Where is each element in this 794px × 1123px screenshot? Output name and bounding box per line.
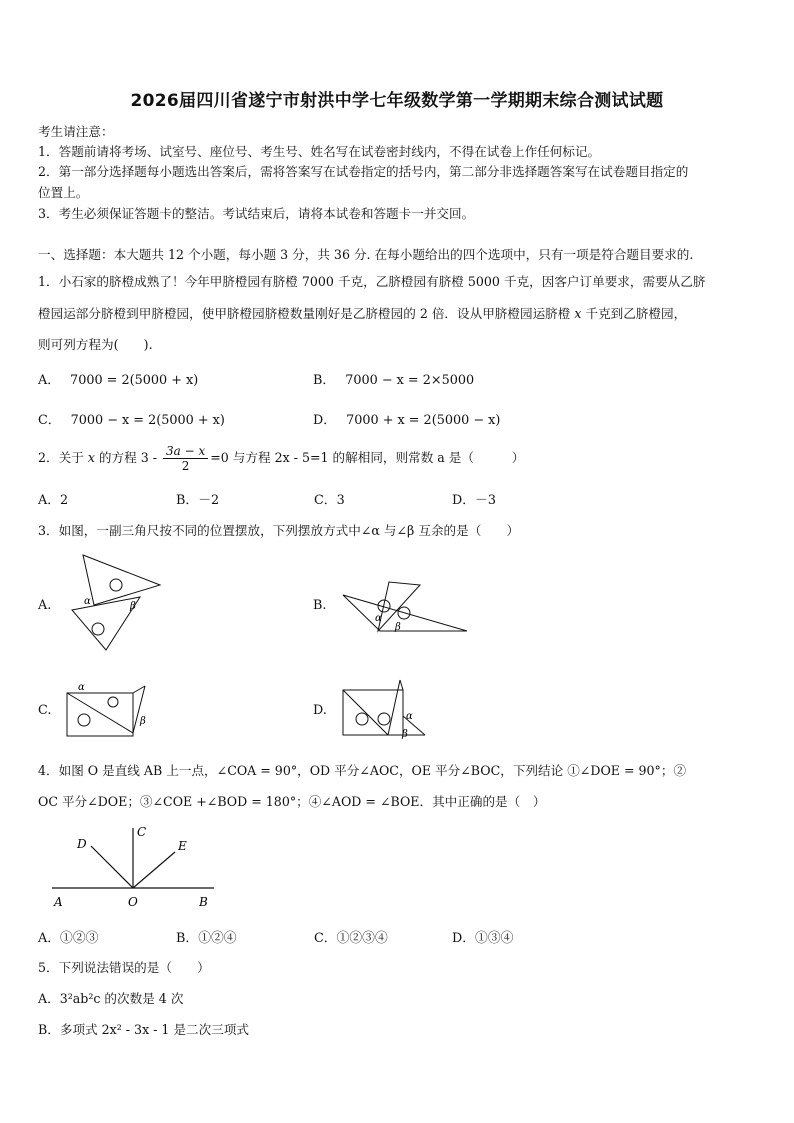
page-title: 2026届四川省遂宁市射洪中学七年级数学第一学期期末综合测试试题 (130, 91, 664, 111)
q5-stem: 5．下列说法错误的是（ ） (38, 960, 210, 975)
q2-option-b[interactable]: B．－2 (176, 493, 220, 508)
notice-item-2: 2．第一部分选择题每小题选出答案后，需将答案写在试卷指定的括号内，第二部分非选择题答案写在试卷题目指定的 (38, 164, 689, 179)
q3c-alpha: α (78, 682, 85, 693)
q3b-beta: β (395, 622, 401, 633)
q3-label-a[interactable]: A. (38, 598, 52, 613)
q4-label-c: C (137, 825, 147, 839)
q4-figure (48, 820, 220, 910)
q3-stem: 3．如图，一副三角尺按不同的位置摆放，下列摆放方式中∠α 与∠β 互余的是（ ） (38, 523, 520, 538)
q4-label-b: B (199, 895, 208, 909)
q5-option-a[interactable]: A．3²ab²c 的次数是 4 次 (38, 991, 184, 1006)
notice-item-3: 3．考生必须保证答题卡的整洁。考试结束后，请将本试卷和答题卡一并交回。 (38, 206, 475, 221)
q3a-beta: β (130, 601, 136, 612)
q4-option-c[interactable]: C．①②③④ (314, 931, 388, 946)
q1-line2a: 橙园运部分脐橙到甲脐橙园，使甲脐橙园脐橙数量刚好是乙脐橙园的 2 倍．设从甲脐橙园运脐橙 (38, 306, 575, 321)
q3d-alpha: α (406, 711, 413, 722)
q4-option-d[interactable]: D．①③④ (452, 931, 514, 946)
q1-option-a[interactable]: A． 7000 = 2(5000 + x) (38, 373, 199, 388)
q1-option-c[interactable]: C． 7000 − x = 2(5000 + x) (38, 413, 225, 428)
q4-line2: OC 平分∠DOE；③∠COE +∠BOD = 180°；④∠AOD = ∠BOE．其中正确的是（ ） (38, 794, 546, 809)
q3-label-d[interactable]: D. (313, 703, 327, 718)
notice-item-2-cont: 位置上。 (38, 185, 89, 200)
q2-option-c[interactable]: C．3 (314, 493, 345, 508)
q2-option-d[interactable]: D．－3 (452, 493, 496, 508)
q3-label-c[interactable]: C. (38, 703, 52, 718)
q4-line1: 4．如图 O 是直线 AB 上一点，∠COA = 90°，OD 平分∠AOC，OE 平分∠BOC，下列结论 ①∠DOE = 90°；② (38, 763, 687, 778)
q1-line2 (38, 303, 686, 322)
q1-var: x (574, 306, 582, 321)
q3-figure-a (66, 553, 166, 653)
q2-option-a[interactable]: A．2 (38, 493, 69, 508)
q3-figure-b (340, 575, 472, 637)
q3c-beta: β (140, 716, 146, 727)
q1-option-d[interactable]: D． 7000 + x = 2(5000 − x) (313, 413, 501, 428)
q3-figure-c (64, 678, 156, 740)
q4-label-o: O (128, 895, 138, 909)
q4-option-b[interactable]: B．①②④ (176, 931, 237, 946)
q1-line3: 则可列方程为( ). (38, 337, 153, 352)
q3a-alpha: α (84, 596, 91, 607)
q2-stem: 2．关于 x 的方程 3 - $\frac{3a - x}{2}$ =0 与方程 2x - 5=1 的解相同，则常数 a 是（ ） (38, 444, 525, 473)
q5-option-b[interactable]: B．多项式 2x² - 3x - 1 是二次三项式 (38, 1022, 250, 1037)
notice-item-1: 1．答题前请将考场、试室号、座位号、考生号、姓名写在试卷密封线内，不得在试卷上作任何标记。 (38, 144, 601, 159)
q3-figure-d (340, 678, 432, 740)
notice-heading: 考生请注意： (38, 124, 114, 139)
q4-label-a: A (54, 895, 63, 909)
q4-label-e: E (178, 839, 187, 853)
q1-line2b: 千克到乙脐橙园， (581, 306, 687, 321)
q4-option-a[interactable]: A．①②③ (38, 931, 99, 946)
section-heading: 一、选择题：本大题共 12 个小题，每小题 3 分，共 36 分. 在每小题给出的四个选项中，只有一项是符合题目要求的. (38, 247, 694, 262)
q1-option-b[interactable]: B． 7000 − x = 2×5000 (313, 373, 475, 388)
q3b-alpha: α (375, 613, 382, 624)
q1-line1: 1．小石家的脐橙成熟了！今年甲脐橙园有脐橙 7000 千克，乙脐橙园有脐橙 5000 千克，因客户订单要求，需要从乙脐 (38, 274, 706, 289)
q2-fraction: $\frac{3a - x}{2}$ (163, 444, 208, 473)
q3-label-b[interactable]: B. (313, 598, 327, 613)
q3d-beta: β (402, 729, 408, 740)
q4-label-d: D (77, 837, 87, 851)
